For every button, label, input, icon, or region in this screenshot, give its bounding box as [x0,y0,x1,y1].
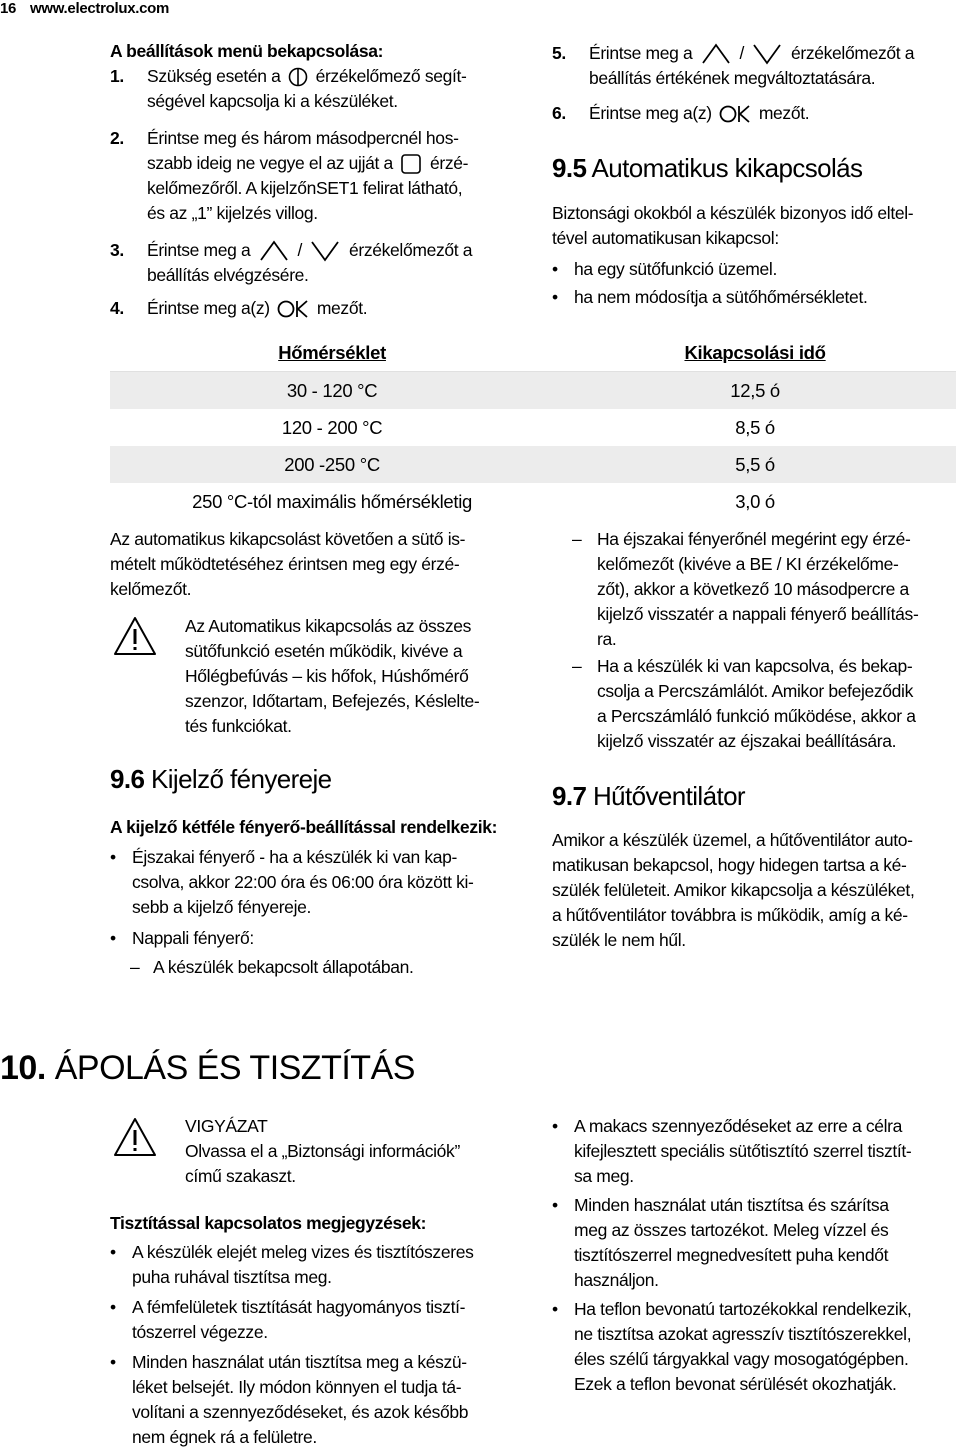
settings-heading: A beállítások menü bekapcsolása: [110,41,384,61]
bullet-text: Éjszakai fényerő - ha a készülék ki van kap- [132,847,458,867]
warning-text [185,614,479,739]
section-title: Automatikus kikapcsolás [591,153,863,183]
section-number: 9.6 [110,764,145,794]
caution-title: VIGYÁZAT [185,1116,268,1136]
auto-off-note [110,527,465,602]
ok-icon [719,105,751,123]
para-line: Amikor a készülék üzemel, a hűtőventilátor auto- [552,830,913,850]
step-text: / [297,240,302,260]
warning-icon [113,1117,157,1162]
dash-text: csolja a Percszámlálót. Amikor befejeződik [597,681,913,701]
table-cell: 8,5 ó [554,409,956,446]
step-number: 6. [552,103,566,123]
section-title: Kijelző fényereje [150,764,332,794]
step-text: beállítás elvégzésére. [147,265,309,285]
table-cell: 3,0 ó [554,483,956,520]
dash-text: A készülék bekapcsolt állapotában. [153,957,414,977]
brightness-subheading: A kijelző kétféle fényerő-beállítással rendelkezik: [110,817,498,837]
bullet-text: Ezek a teflon bevonat sérülését okozhatják. [574,1374,897,1394]
column-header-temperature: Hőmérséklet [110,334,554,372]
warning-line: szenzor, Időtartam, Befejezés, Késlelte- [185,691,480,711]
bullet-text: A makacs szennyeződéseket az erre a célra [574,1116,903,1136]
chevron-up-icon [701,43,731,65]
bullet-text: éles szélű tárgyakkal vagy mosogatógépben. [574,1349,909,1369]
bullet-text: Minden használat után tisztítsa és szárítsa [574,1195,889,1215]
site-url: www.electrolux.com [30,0,170,17]
table-cell: 5,5 ó [554,446,956,483]
step-text: Érintse meg a(z) [147,298,270,318]
bullet-text: Nappali fényerő: [132,928,254,948]
step-text: beállítás értékének megváltoztatására. [589,68,876,88]
warning-icon [113,616,157,661]
bullet-dot: • [110,1352,116,1372]
step-text: érzékelőmező segít- [315,66,467,86]
step-text: érzékelőmezőt a [349,240,473,260]
para-line: szülék le nem hűl. [552,930,686,950]
chapter-10-title [0,1049,415,1088]
dash-text: Ha éjszakai fényerőnél megérint egy érzé- [597,529,911,549]
section-number: 9.7 [552,781,587,811]
bullet-text: A fémfelületek tisztítását hagyományos tisztí- [132,1297,466,1317]
table-cell: 250 °C-tól maximális hőmérsékletig [110,483,554,520]
auto-off-table [110,334,956,520]
bullet-text: használjon. [574,1270,659,1290]
chapter-number: 10. [0,1049,46,1087]
step-number: 2. [110,128,124,148]
dash-text: a Percszámláló funkció működése, akkor a [597,706,916,726]
bullet-text: nem égnek rá a felületre. [132,1427,317,1447]
bullet-dot: • [552,287,558,307]
chevron-up-icon [259,240,289,262]
note-line: Az automatikus kikapcsolást követően a sütő is- [110,529,466,549]
step-text: szabb ideig ne vegye el az ujját a [147,153,393,173]
chapter-title: ÁPOLÁS ÉS TISZTÍTÁS [54,1049,415,1087]
step-text: érzékelőmezőt a [791,43,915,63]
table-cell: 12,5 ó [554,372,956,410]
column-header-off-time: Kikapcsolási idő [554,334,956,372]
bullet-text: ha egy sütőfunkció üzemel. [574,259,777,279]
chevron-down-icon [752,43,782,65]
bullet-text: ha nem módosítja a sütőhőmérsékletet. [574,287,868,307]
bullet-text: kifejlesztett speciális sütőtisztító szerrel tisztít- [574,1141,912,1161]
section-9-6-title [110,764,332,795]
bullet-dot: • [110,847,116,867]
para-line: matikusan bekapcsol, hogy hidegen tartsa a ké- [552,855,907,875]
caution-line: című szakaszt. [185,1166,296,1186]
step-number: 4. [110,298,124,318]
warning-line: Az Automatikus kikapcsolás az összes [185,616,472,636]
dash-text: kelőmezőt (kivéve a BE / KI érzékelőme- [597,554,899,574]
step-text: érzé- [429,153,469,173]
bullet-text: A készülék elejét meleg vizes és tisztítószeres [132,1242,474,1262]
bullet-text: meg az összes tartozékot. Meleg vízzel és [574,1220,889,1240]
intro-line: tével automatikusan kikapcsol: [552,228,779,248]
table-cell: 30 - 120 °C [110,372,554,410]
page-number: 16 [0,0,17,17]
bullet-dot: • [552,1299,558,1319]
step-text: Érintse meg a(z) [589,103,712,123]
dash-text: kijelző visszatér az éjszakai beállítására. [597,731,897,751]
intro-line: Biztonsági okokból a készülék bizonyos idő eltel- [552,203,914,223]
step-number: 3. [110,240,124,260]
para-line: a hűtőventilátor továbbra is működik, amíg a ké- [552,905,908,925]
warning-line: sütőfunkció esetén működik, kivéve a [185,641,463,661]
cooling-fan-para [552,828,914,953]
step-text: kelőmezőről. A kijelzőnSET1 felirat látható, [147,178,463,198]
dash-text: kijelző visszatér a nappali fényerő beállítás- [597,604,919,624]
bullet-text: tószerrel végezze. [132,1322,268,1342]
cleaning-notes-heading: Tisztítással kapcsolatos megjegyzések: [110,1213,427,1233]
bullet-text: volítani a szennyeződéseket, és azok később [132,1402,469,1422]
step-text: ségével kapcsolja ki a készüléket. [147,91,398,111]
step-text: / [739,43,744,63]
table-row [110,409,956,446]
ok-icon [277,300,309,318]
power-icon [288,67,308,87]
section-9-5-title [552,153,862,184]
step-text: mezőt. [758,103,810,123]
bullet-text: Minden használat után tisztítsa meg a készü- [132,1352,467,1372]
table-row [110,483,956,520]
bullet-text: sa meg. [574,1166,634,1186]
table-row [110,446,956,483]
step-text: Érintse meg a [589,43,693,63]
step-text: mezőt. [316,298,368,318]
bullet-dot: • [552,1195,558,1215]
para-line: szülék felületeit. Amikor kikapcsolja a készüléket, [552,880,915,900]
dash-text: ra. [597,629,617,649]
section-number: 9.5 [552,153,587,183]
bullet-dot: • [110,1297,116,1317]
bullet-dot: • [552,259,558,279]
dash-mark: – [130,957,140,977]
note-line: mételt működtetéséhez érintsen meg egy érzé- [110,554,460,574]
warning-line: tés funkciókat. [185,716,292,736]
step-text: Szükség esetén a [147,66,281,86]
dash-text: Ha a készülék ki van kapcsolva, és bekap- [597,656,913,676]
step-text: Érintse meg a [147,240,251,260]
bullet-text: csolva, akkor 22:00 óra és 06:00 óra között ki- [132,872,474,892]
step-text: Érintse meg és három másodpercnél hos- [147,128,459,148]
bullet-text: léket belsejét. Ily módon könnyen el tudja tá- [132,1377,462,1397]
bullet-dot: • [552,1116,558,1136]
chevron-down-icon [310,240,340,262]
bullet-dot: • [110,928,116,948]
dash-text: zőt), akkor a következő 10 másodpercre a [597,579,909,599]
note-line: kelőmezőt. [110,579,192,599]
table-header-row [110,334,956,372]
bullet-text: tisztítószerrel megnedvesített puha kendőt [574,1245,889,1265]
caution-line: Olvassa el a „Biztonsági információk” [185,1141,460,1161]
table-cell: 120 - 200 °C [110,409,554,446]
bullet-text: sebb a kijelző fényereje. [132,897,311,917]
dash-mark: – [572,529,582,549]
section-9-7-title [552,781,745,812]
caution-block [185,1114,460,1189]
table-row [110,372,956,410]
step-text: és az „1” kijelzés villog. [147,203,318,223]
section-title: Hűtőventilátor [592,781,745,811]
dash-mark: – [572,656,582,676]
bullet-text: ne tisztítsa azokat agresszív tisztítószerekkel, [574,1324,912,1344]
bullet-dot: • [110,1242,116,1262]
auto-off-intro [552,201,913,251]
table-cell: 200 -250 °C [110,446,554,483]
page-header [0,0,169,17]
step-number: 1. [110,66,124,86]
square-key-icon [401,154,421,174]
bullet-text: Ha teflon bevonatú tartozékokkal rendelkezik, [574,1299,912,1319]
step-number: 5. [552,43,566,63]
warning-line: Hőlégbefúvás – kis hőfok, Húshőmérő [185,666,469,686]
bullet-text: puha ruhával tisztítsa meg. [132,1267,332,1287]
